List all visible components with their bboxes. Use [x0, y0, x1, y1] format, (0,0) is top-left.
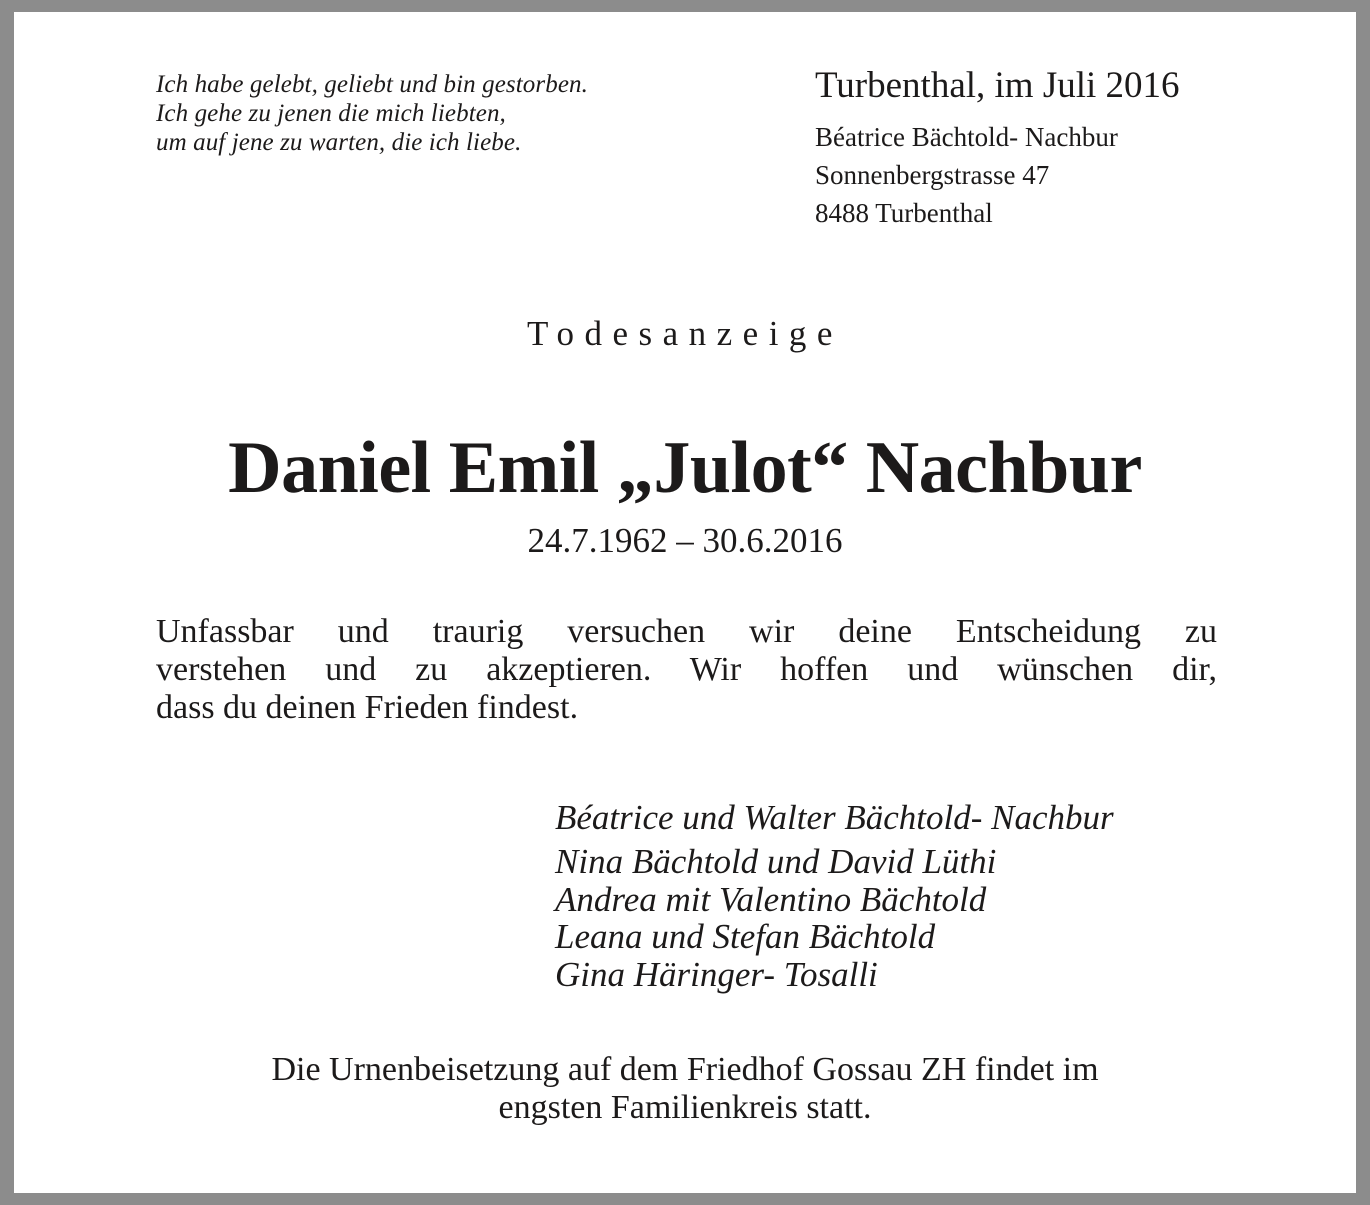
- address-line: Sonnenbergstrasse 47: [815, 160, 1050, 190]
- message-line: dass du deinen Frieden findest.: [156, 689, 579, 726]
- mourner-item: Leana und Stefan Bächtold: [555, 917, 936, 956]
- address-line: Béatrice Bächtold- Nachbur: [815, 122, 1118, 152]
- mourner-item: Nina Bächtold und David Lüthi: [555, 842, 997, 881]
- motto-quote: [156, 70, 756, 157]
- obituary-page: [14, 12, 1356, 1193]
- motto-line: um auf jene zu warten, die ich liebe.: [156, 129, 522, 156]
- mourner-primary: Béatrice und Walter Bächtold- Nachbur: [555, 798, 1114, 837]
- contact-address: [815, 118, 1118, 232]
- burial-notice: [14, 1051, 1356, 1127]
- burial-line: Die Urnenbeisetzung auf dem Friedhof Gossau ZH findet im: [271, 1051, 1099, 1088]
- mourner-item: Gina Häringer- Tosalli: [555, 954, 878, 994]
- mourner-item: Andrea mit Valentino Bächtold: [555, 879, 987, 919]
- condolence-message: [156, 613, 1217, 727]
- message-line: Unfassbar und traurig versuchen wir deine Entscheidung zu: [156, 613, 1217, 650]
- life-dates: 24.7.1962 – 30.6.2016: [527, 521, 843, 560]
- place-date: Turbenthal, im Juli 2016: [815, 65, 1180, 106]
- motto-line: Ich habe gelebt, geliebt und bin gestorben.: [156, 71, 588, 98]
- burial-line: engsten Familienkreis statt.: [498, 1089, 872, 1126]
- notice-heading: Todesanzeige: [527, 314, 843, 353]
- mourners-list: [555, 796, 1235, 993]
- deceased-name: Daniel Emil „Julot“ Nachbur: [228, 427, 1142, 509]
- motto-line: Ich gehe zu jenen die mich liebten,: [156, 100, 506, 127]
- address-line: 8488 Turbenthal: [815, 198, 993, 228]
- message-line: verstehen und zu akzeptieren. Wir hoffen und wünschen dir,: [156, 651, 1217, 688]
